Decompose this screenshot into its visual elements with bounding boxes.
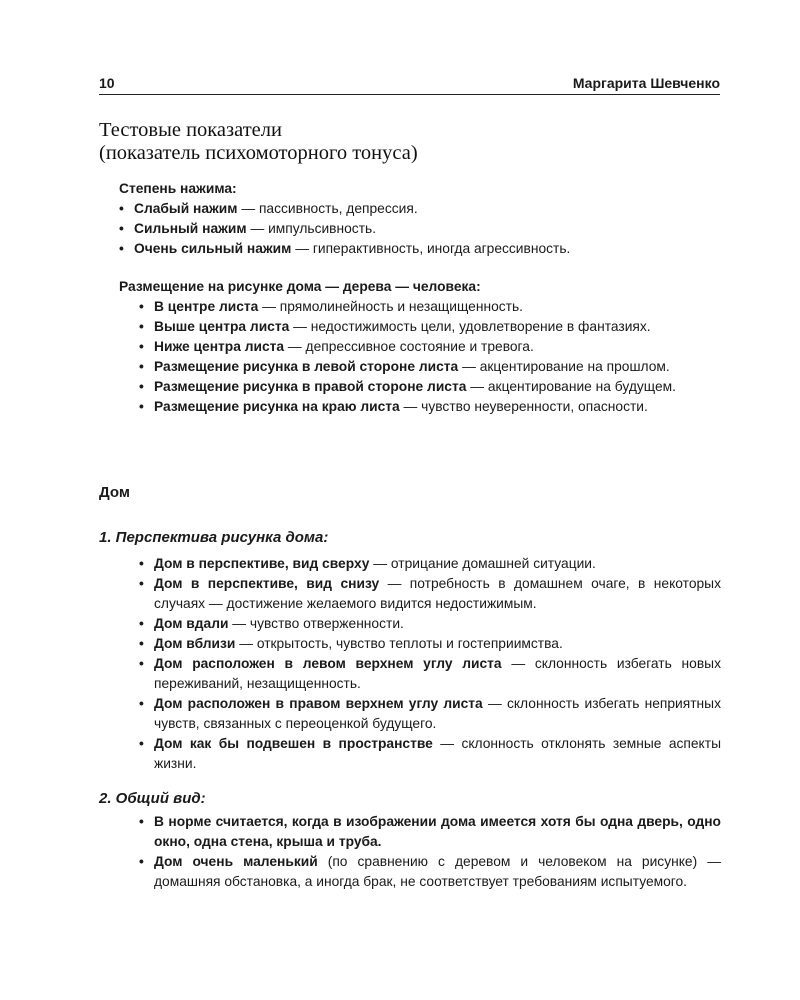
list-item: • Очень сильный нажим — гиперактивность, иногда агрессивность. — [119, 239, 721, 259]
list-item: • Дом вблизи — открытость, чувство теплоты и гостеприимства. — [139, 634, 721, 654]
general-view-heading: 2. Общий вид: — [99, 790, 206, 807]
list-item: • Дом расположен в правом верхнем углу листа — склонность избегать неприятных чувств, связанных с переоценкой будущего. — [139, 694, 721, 734]
list-item: • Размещение рисунка на краю листа — чувство неуверенности, опасности. — [139, 397, 721, 417]
list-item: • Ниже центра листа — депрессивное состояние и тревога. — [139, 337, 721, 357]
placement-heading: Размещение на рисунке дома — дерева — человека: — [119, 279, 481, 294]
pressure-list — [119, 199, 721, 259]
list-item: • Сильный нажим — импульсивность. — [119, 219, 721, 239]
perspective-block — [139, 554, 721, 774]
general-view-list — [139, 812, 721, 892]
running-header — [99, 72, 720, 95]
house-heading: Дом — [99, 484, 130, 501]
list-item: • Размещение рисунка в правой стороне листа — акцентирование на будущем. — [139, 377, 721, 397]
section-title — [99, 119, 418, 165]
perspective-list — [139, 554, 721, 774]
list-item: • В норме считается, когда в изображении дома имеется хотя бы одна дверь, одно окно, одна стена, крыша и труба. — [139, 812, 721, 852]
author-name: Маргарита Шевченко — [572, 75, 720, 91]
general-view-block — [139, 812, 721, 892]
placement-heading-block — [119, 277, 721, 297]
pressure-heading: Степень нажима: — [119, 181, 237, 196]
list-item: • Дом вдали — чувство отверженности. — [139, 614, 721, 634]
pressure-block — [119, 179, 721, 259]
placement-block — [139, 297, 721, 417]
list-item: • Дом в перспективе, вид снизу — потребность в домашнем очаге, в некоторых случаях — достижение желаемого видится недостижимым. — [139, 574, 721, 614]
section-title-line2: (показатель психомоторного тонуса) — [99, 142, 418, 164]
list-item: • Дом расположен в левом верхнем углу листа — склонность избегать новых переживаний, незащищенность. — [139, 654, 721, 694]
list-item: • Выше центра листа — недостижимость цели, удовлетворение в фантазиях. — [139, 317, 721, 337]
perspective-heading: 1. Перспектива рисунка дома: — [99, 529, 329, 546]
list-item: • В центре листа — прямолинейность и незащищенность. — [139, 297, 721, 317]
list-item: • Дом как бы подвешен в пространстве — склонность отклонять земные аспекты жизни. — [139, 734, 721, 774]
list-item: • Слабый нажим — пассивность, депрессия. — [119, 199, 721, 219]
section-title-line1: Тестовые показатели — [99, 119, 282, 141]
placement-list — [139, 297, 721, 417]
list-item: • Размещение рисунка в левой стороне листа — акцентирование на прошлом. — [139, 357, 721, 377]
list-item: • Дом в перспективе, вид сверху — отрицание домашней ситуации. — [139, 554, 721, 574]
page-number: 10 — [99, 75, 115, 91]
list-item: • Дом очень маленький (по сравнению с деревом и человеком на рисунке) — домашняя обстановка, а иногда брак, не соответствует требованиям испытуемого. — [139, 852, 721, 892]
